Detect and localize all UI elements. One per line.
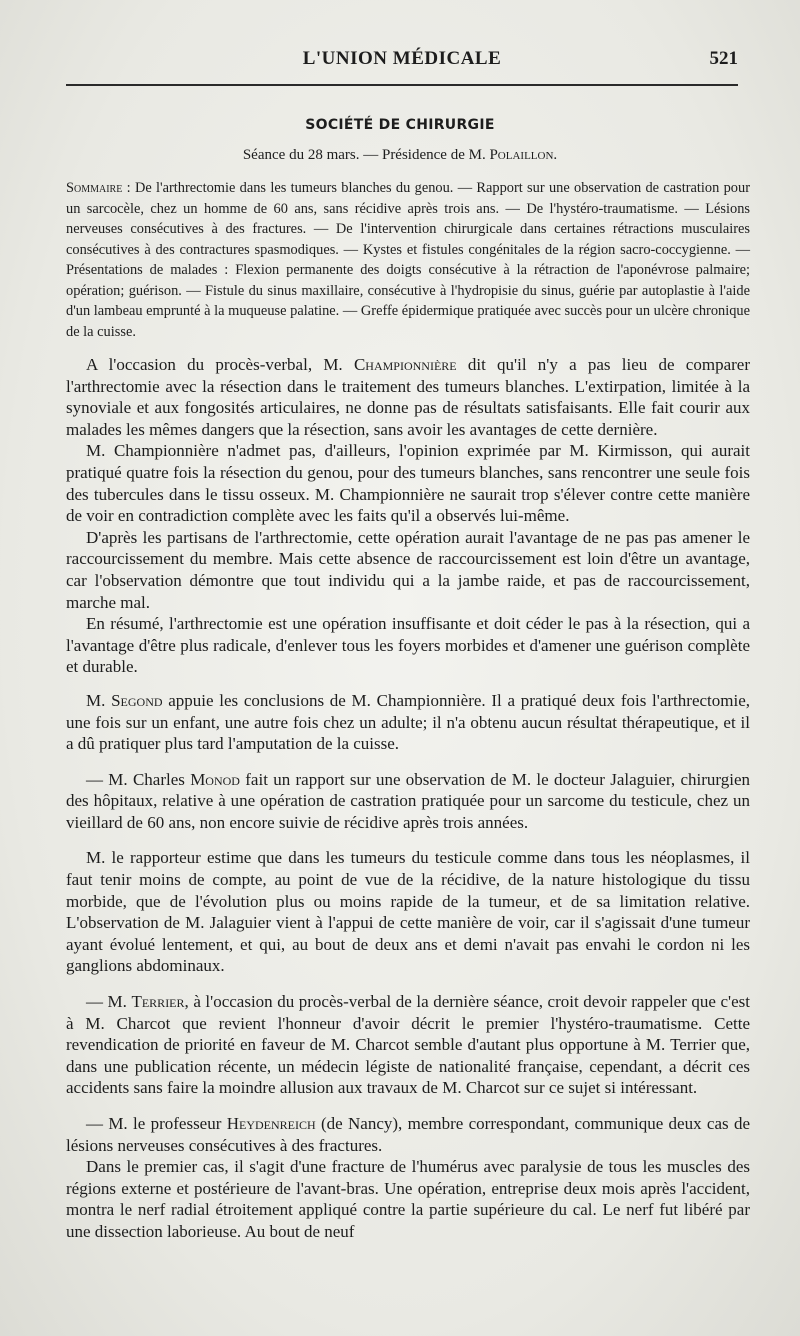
page-number: 521 bbox=[709, 48, 738, 69]
summary-text: : De l'arthrectomie dans les tumeurs blanches du genou. — Rapport sur une observation de castration pour un sarcocèle, chez un homme de 60 ans, sans récidive après trois ans. — De l'hystéro-traumatisme. — Lésions nerveuses consécutives à des fractures. — De l'intervention chirurgicale dans certaines rétractions musculaires consécutives à des contractures spasmodiques. — Kystes et fistules congénitales de la région sacro-coccygienne. — Présentations de malades : Flexion permanente des doigts consécutive à la rétraction de l'aponévrose palmaire; opération; guérison. — Fistule du sinus maxillaire, consécutive à l'hydropisie du sinus, guérie par autoplastie à l'aide d'un lambeau emprunté à la muqueuse palatine. — Greffe épidermique pratiquée avec succès pour un ulcère chronique de la cuisse. bbox=[66, 180, 750, 340]
paragraph-text: A l'occasion du procès-verbal, M. bbox=[86, 355, 354, 374]
paragraph bbox=[66, 354, 750, 440]
paragraph bbox=[66, 847, 750, 977]
paragraph-text: — M. bbox=[86, 992, 132, 1012]
section-title: SOCIÉTÉ DE CHIRURGIE bbox=[305, 117, 495, 133]
session-prefix: Séance du 28 mars. — Présidence de M. bbox=[242, 147, 490, 163]
journal-title: L'UNION MÉDICALE bbox=[302, 48, 502, 69]
paragraph-text: En résumé, l'arthrectomie est une opération insuffisante et doit céder le pas à la résection, qui a l'avantage d'être plus radicale, d'enlever tous les foyers morbides et d'amener une guérison complète et durable. bbox=[66, 614, 750, 677]
paragraph bbox=[66, 1113, 750, 1156]
author-name: Terrier bbox=[131, 992, 185, 1012]
paragraph-text: M. bbox=[86, 690, 112, 710]
paragraph bbox=[66, 991, 750, 1099]
summary-label: Sommaire bbox=[66, 180, 123, 196]
summary bbox=[66, 178, 750, 342]
paragraph-text: appuie les conclusions de M. Championnière. Il a pratiqué deux fois l'arthrectomie, une fois sur un enfant, une autre fois chez un adulte; il n'a obtenu aucun résultat thérapeutique, et il a dû pratiquer plus tard l'amputation de la cuisse. bbox=[66, 690, 750, 754]
paragraph bbox=[66, 440, 750, 526]
paragraph bbox=[66, 527, 750, 613]
paragraph-text: Dans le premier cas, il s'agit d'une fracture de l'humérus avec paralysie de tous les muscles des régions externe et postérieure de l'avant-bras. Une opération, entreprise deux mois après l'accident, montra le nerf radial étroitement appliqué contre la partie supérieure du cal. Le nerf fut libéré par une dissection laborieuse. Au bout de neuf bbox=[66, 1157, 750, 1241]
paragraph bbox=[66, 769, 750, 834]
paragraph-text: dit qu'il n'y a pas lieu de comparer l'arthrectomie avec la résection dans le traitement des tumeurs blanches. L'extirpation, limitée à la synoviale et aux fongosités articulaires, ne donne pas de résultats satisfaisants. Elle fait courir aux malades les mêmes dangers que la résection, sans avoir les avantages de cette dernière. bbox=[66, 355, 750, 439]
author-name: Heydenreich bbox=[226, 1114, 316, 1133]
paragraph-text: , à l'occasion du procès-verbal de la dernière séance, croit devoir rappeler que c'est à M. Charcot que revient l'honneur d'avoir décrit le premier l'hystéro-traumatisme. Cette revendication de priorité en faveur de M. Charcot semble d'autant plus opportune à M. Terrier que, dans une publication récente, un médecin légiste de nationalité française, cependant, a décrit ces accidents sans faire la moindre allusion aux travaux de M. Charcot sur ce sujet si intéressant. bbox=[66, 992, 751, 1098]
author-name: Monod bbox=[190, 769, 240, 789]
paragraph-text: D'après les partisans de l'arthrectomie, cette opération aurait l'avantage de ne pas pas amener le raccourcissement du membre. Mais cette absence de raccourcissement est loin d'être un avantage, car l'observation démontre que tout individu qui a la jambe raide, et pas de raccourcissement, marche mal. bbox=[66, 527, 750, 612]
paragraph bbox=[66, 690, 750, 755]
paragraph bbox=[66, 613, 750, 678]
paragraph-text: — M. Charles bbox=[86, 769, 191, 789]
paragraph-text: — M. le professeur bbox=[86, 1114, 227, 1133]
president-name: Polaillon bbox=[489, 147, 554, 163]
author-name: Championnière bbox=[353, 355, 457, 374]
session-line bbox=[0, 147, 800, 164]
paragraph-text: (de Nancy), membre correspondant, communique deux cas de lésions nerveuses consécutives à des fractures. bbox=[66, 1114, 750, 1155]
paragraph-text: fait un rapport sur une observation de M. le docteur Jalaguier, chirurgien des hôpitaux, relative à une opération de castration pratiquée pour un sarcome du testicule, chez un vieillard de 60 ans, non encore suivie de récidive après trois années. bbox=[66, 769, 751, 832]
paragraph-text: M. Championnière n'admet pas, d'ailleurs, l'opinion exprimée par M. Kirmisson, qui aurait pratiqué quatre fois la résection du genou, pour des tumeurs blanches, sans rencontrer une seule fois des tubercules dans le tissu osseux. M. Championnière ne saurait trop s'élever contre cette manière de voir en contradiction complète avec les faits qu'il a observés lui-même. bbox=[66, 441, 750, 526]
author-name: Segond bbox=[111, 690, 163, 710]
header-rule bbox=[66, 84, 738, 86]
article-body bbox=[66, 354, 750, 1243]
running-head bbox=[66, 48, 738, 76]
paragraph-text: M. le rapporteur estime que dans les tumeurs du testicule comme dans tous les néoplasmes, il faut tenir moins de compte, au point de vue de la récidive, de la nature histologique du tissu morbide, que de l'évolution plus ou moins rapide de la tumeur, et de sa limitation relative. L'observation de M. Jalaguier vient à l'appui de cette manière de voir, car il s'agissait d'une tumeur ayant évolué lentement, et qui, au bout de deux ans et demi n'avait pas envahi le cordon ni les ganglions abdominaux. bbox=[66, 848, 750, 976]
session-suffix: . bbox=[553, 147, 558, 163]
paragraph bbox=[66, 1156, 750, 1242]
